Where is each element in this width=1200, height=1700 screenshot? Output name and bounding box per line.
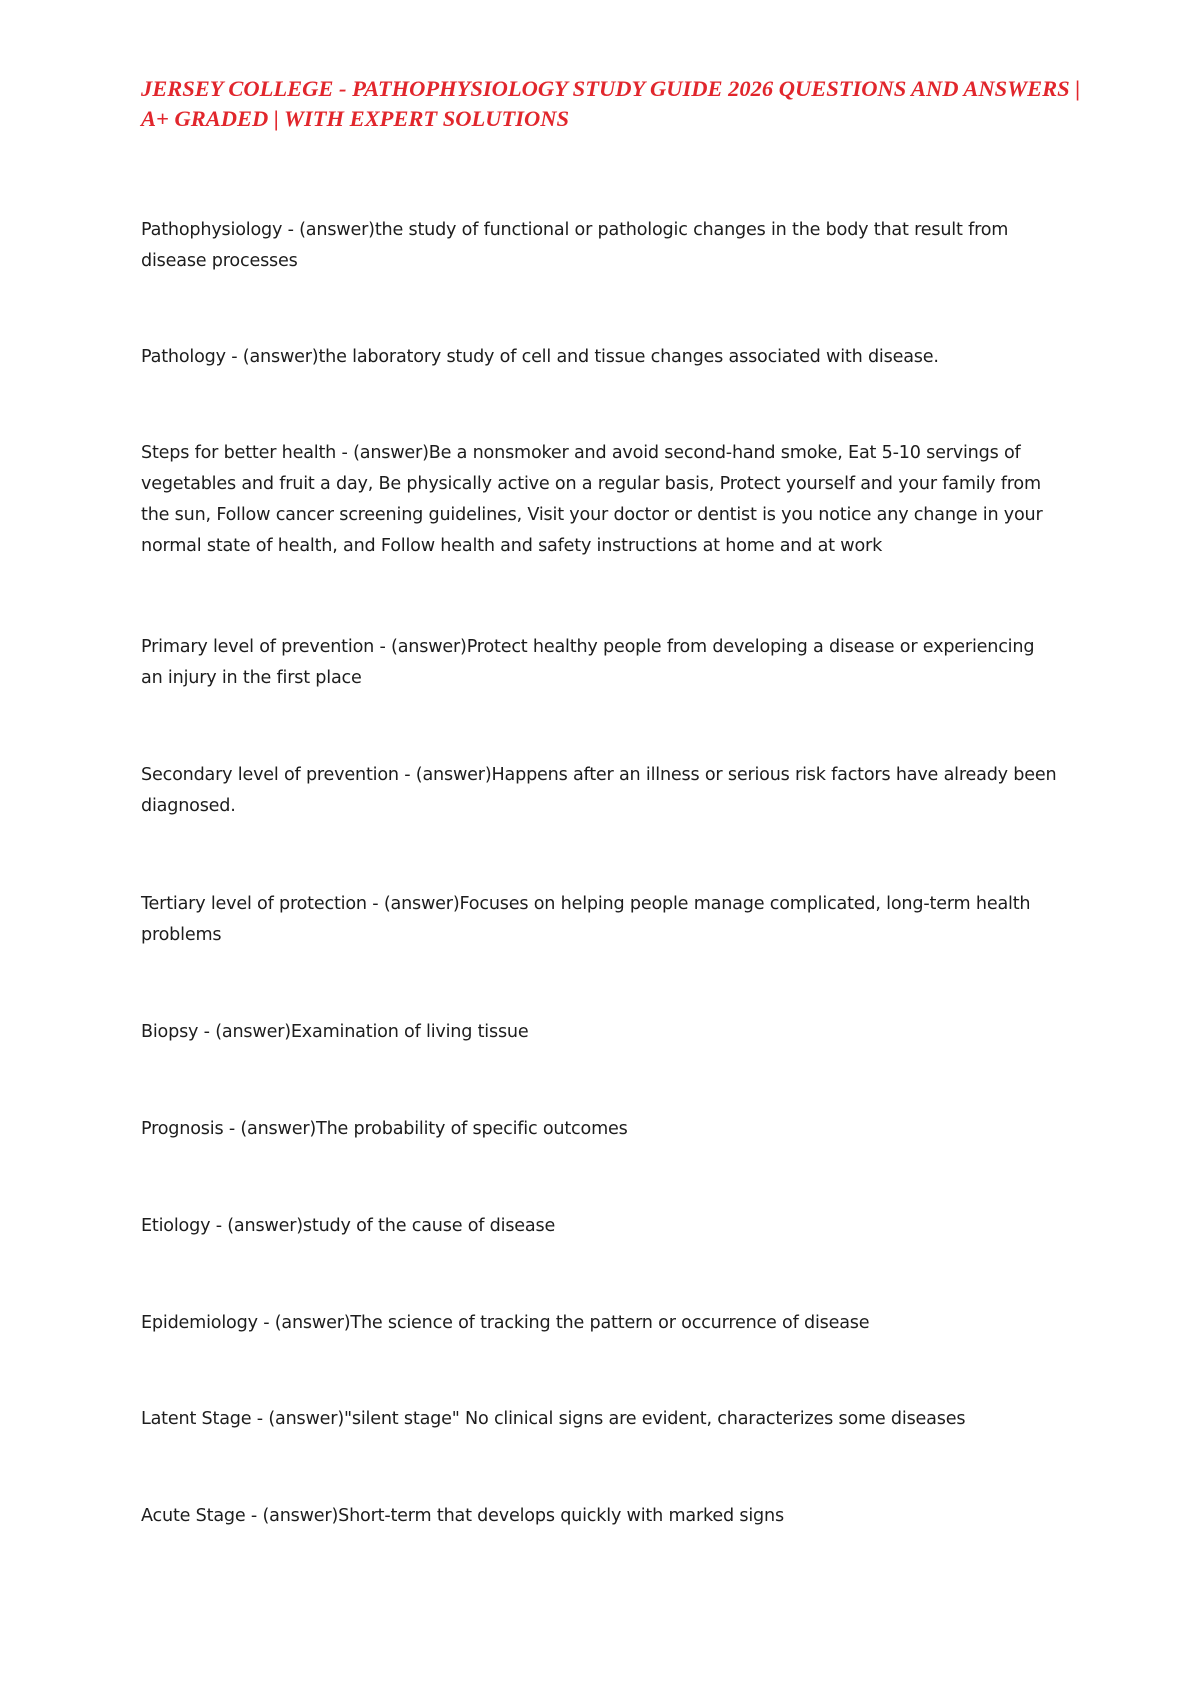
- entry-term: Epidemiology: [141, 1313, 258, 1333]
- entry-separator: - (answer): [282, 220, 375, 240]
- entry-answer: Short-term that develops quickly with marked signs: [338, 1506, 784, 1526]
- entry-separator: - (answer): [366, 894, 460, 914]
- entry-etiology: [141, 1211, 1061, 1242]
- entry-separator: - (answer): [225, 347, 319, 367]
- entry-term: Primary level of prevention: [141, 637, 375, 657]
- entry-separator: - (answer): [398, 765, 492, 785]
- entry-answer: study of the cause of disease: [302, 1216, 556, 1236]
- entry-secondary-prevention: [141, 760, 1061, 822]
- entry-separator: - (answer): [245, 1506, 339, 1526]
- entry-steps-for-better-health: [141, 438, 1061, 562]
- entry-term: Tertiary level of protection: [141, 894, 367, 914]
- entry-answer: the laboratory study of cell and tissue changes associated with disease.: [318, 347, 939, 367]
- entry-term: Acute Stage: [141, 1506, 246, 1526]
- entry-answer: The probability of specific outcomes: [316, 1119, 628, 1139]
- entry-separator: - (answer): [257, 1313, 351, 1333]
- entry-separator: - (answer): [210, 1216, 303, 1236]
- entry-pathophysiology: [141, 215, 1061, 277]
- entry-separator: - (answer): [251, 1409, 344, 1429]
- entry-acute-stage: [141, 1501, 1061, 1532]
- entry-answer: Happens after an illness or serious risk factors have already been diagnosed.: [141, 765, 1057, 816]
- entry-answer: Focuses on helping people manage complicated, long-term health problems: [141, 894, 1031, 945]
- entry-answer: The science of tracking the pattern or occurrence of disease: [350, 1313, 870, 1333]
- entry-answer: the study of functional or pathologic changes in the body that result from disease processes: [141, 220, 1009, 271]
- entry-answer: Examination of living tissue: [290, 1022, 529, 1042]
- entry-pathology: [141, 342, 1061, 373]
- entry-separator: - (answer): [374, 637, 467, 657]
- entry-separator: - (answer): [198, 1022, 291, 1042]
- entry-term: Pathology: [141, 347, 226, 367]
- entry-latent-stage: [141, 1404, 1061, 1435]
- entry-separator: - (answer): [336, 443, 429, 463]
- entry-prognosis: [141, 1114, 1061, 1145]
- entry-answer: Protect healthy people from developing a disease or experiencing an injury in the first place: [141, 637, 1035, 688]
- entry-epidemiology: [141, 1308, 1061, 1339]
- entry-term: Biopsy: [141, 1022, 199, 1042]
- entry-answer: Be a nonsmoker and avoid second-hand smoke, Eat 5-10 servings of vegetables and fruit a day, Be physically active on a regular basis, Protect yourself and your family from the sun, Follow cancer screening guidelines, Visit your doctor or dentist is you notice any change in your normal state of health, and Follow health and safety instructions at home and at work: [141, 443, 1043, 556]
- entry-term: Prognosis: [141, 1119, 224, 1139]
- document-title: JERSEY COLLEGE - PATHOPHYSIOLOGY STUDY GUIDE 2026 QUESTIONS AND ANSWERS | A+ GRADED | WITH EXPERT SOLUTIONS: [141, 76, 1081, 131]
- entry-biopsy: [141, 1017, 1061, 1048]
- entry-tertiary-protection: [141, 889, 1061, 951]
- entry-separator: - (answer): [223, 1119, 317, 1139]
- entry-answer: "silent stage" No clinical signs are evident, characterizes some diseases: [344, 1409, 966, 1429]
- entry-term: Etiology: [141, 1216, 211, 1236]
- entry-term: Pathophysiology: [141, 220, 283, 240]
- entry-primary-prevention: [141, 632, 1061, 694]
- entry-term: Latent Stage: [141, 1409, 252, 1429]
- entry-term: Steps for better health: [141, 443, 337, 463]
- entry-term: Secondary level of prevention: [141, 765, 399, 785]
